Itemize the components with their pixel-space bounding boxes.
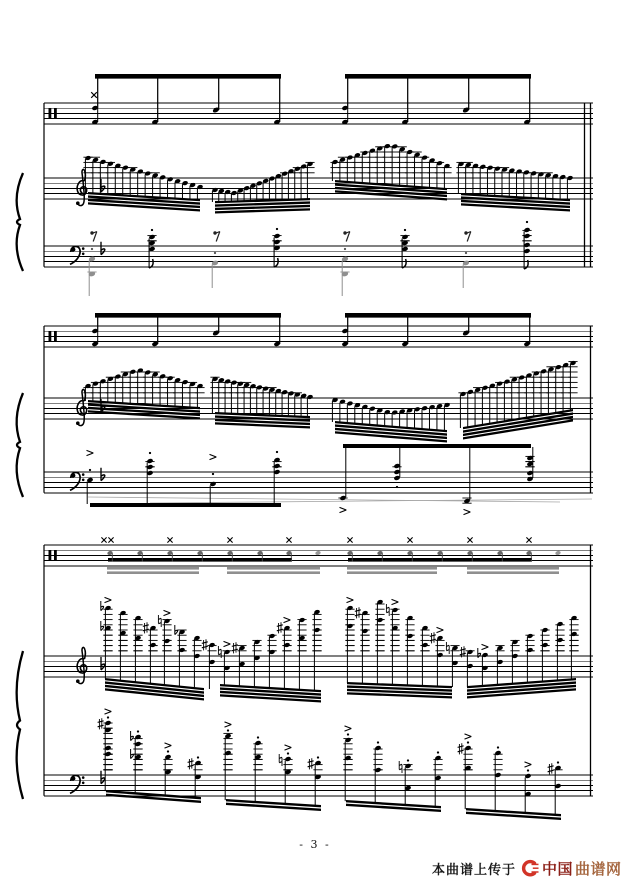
bass-staff [44,221,593,296]
treble-staff [44,597,593,702]
treble-clef-icon [76,647,87,683]
cn-qupu-logo-icon [521,859,540,878]
grand-staff-brace [17,393,23,497]
watermark-upload-text: 本曲谱上传于 [432,862,517,878]
bass-staff [44,709,593,820]
grand-staff-brace [17,173,23,271]
bass-staff [44,444,593,515]
system-3 [17,537,593,820]
system-1 [17,74,593,296]
cn-qupu-logo [521,858,622,879]
percussion-staff [44,537,593,574]
page-number: - 3 - [299,838,331,851]
watermark-site-secondary: 曲谱网 [575,859,622,878]
percussion-staff [44,313,593,347]
grand-staff-brace [17,651,23,799]
watermark [432,857,622,879]
treble-staff [44,360,593,442]
system-2 [17,313,593,515]
treble-staff [44,143,593,213]
watermark-site-primary: 中国 [542,859,574,878]
percussion-staff [44,74,593,125]
